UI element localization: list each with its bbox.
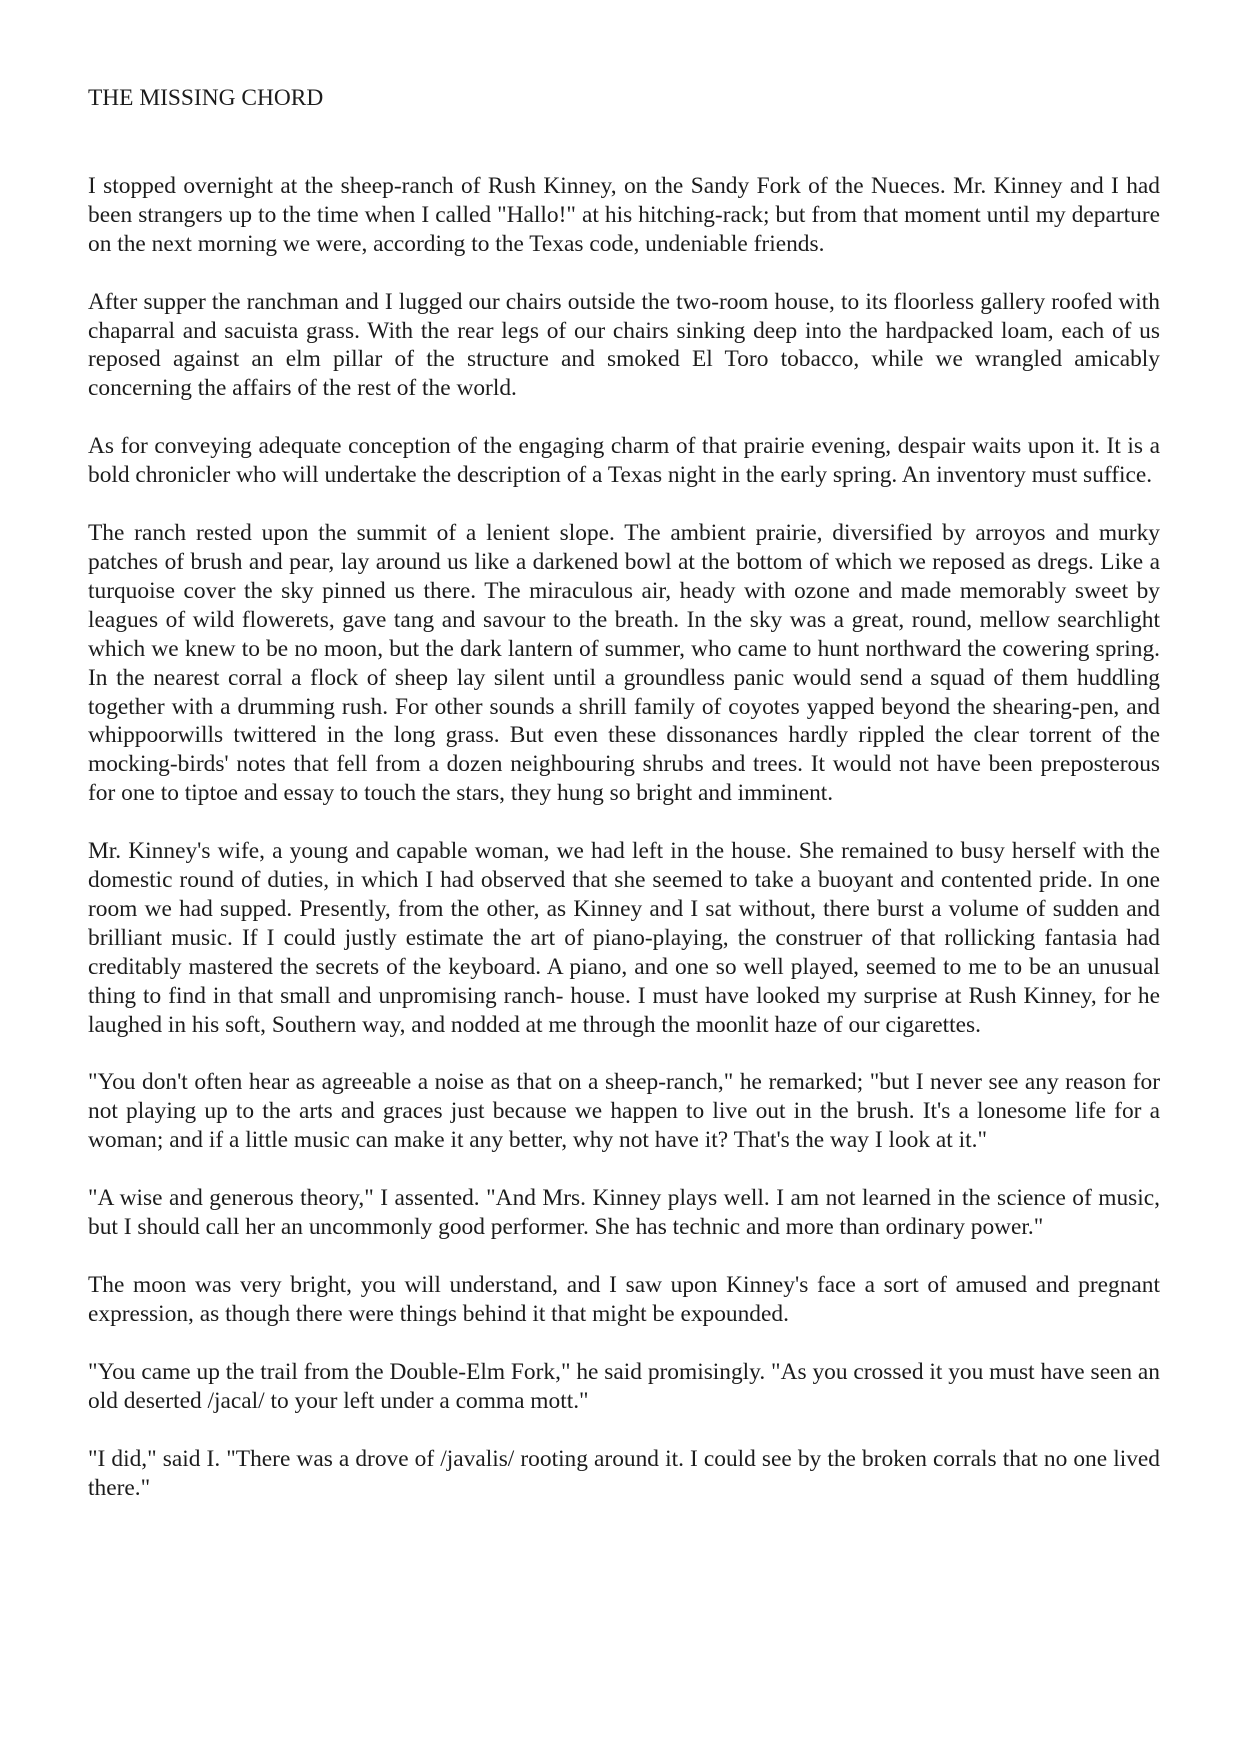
paragraph: The ranch rested upon the summit of a lenient slope. The ambient prairie, diversified by arroyos and murky patches of brush and pear, lay around us like a darkened bowl at the bottom of which we reposed as dregs. Like a turquoise cover the sky pinned us there. The miraculous air, heady with ozone and made memorably sweet by leagues of wild flowerets, gave tang and savour to the breath. In the sky was a great, round, mellow searchlight which we knew to be no moon, but the dark lantern of summer, who came to hunt northward the cowering spring. In the nearest corral a flock of sheep lay silent until a groundless panic would send a squad of them huddling together with a drumming rush. For other sounds a shrill family of coyotes yapped beyond the shearing-pen, and whippoorwills twittered in the long grass. But even these dissonances hardly rippled the clear torrent of the mocking-birds' notes that fell from a dozen neighbouring shrubs and trees. It would not have been preposterous for one to tiptoe and essay to touch the stars, they hung so bright and imminent. (88, 520, 1160, 807)
paragraph: "You don't often hear as agreeable a noise as that on a sheep-ranch," he remarked; "but I never see any reason for not playing up to the arts and graces just because we happen to live out in the brush. It's a lonesome life for a woman; and if a little music can make it any better, why not have it? That's the way I look at it." (88, 1069, 1160, 1154)
document-title: THE MISSING CHORD (88, 85, 324, 111)
paragraph: After supper the ranchman and I lugged our chairs outside the two-room house, to its floorless gallery roofed with chaparral and sacuista grass. With the rear legs of our chairs sinking deep into the hardpacked loam, each of us reposed against an elm pillar of the structure and smoked El Toro tobacco, while we wrangled amicably concerning the affairs of the rest of the world. (88, 288, 1160, 402)
paragraph: "You came up the trail from the Double-Elm Fork," he said promisingly. "As you crossed it you must have seen an old deserted /jacal/ to your left under a comma mott." (88, 1358, 1160, 1414)
paragraph: Mr. Kinney's wife, a young and capable woman, we had left in the house. She remained to busy herself with the domestic round of duties, in which I had observed that she seemed to take a buoyant and contented pride. In one room we had supped. Presently, from the other, as Kinney and I sat without, there burst a volume of sudden and brilliant music. If I could justly estimate the art of piano-playing, the construer of that rollicking fantasia had creditably mastered the secrets of the keyboard. A piano, and one so well played, seemed to me to be an unusual thing to find in that small and unpromising ranch- house. I must have looked my surprise at Rush Kinney, for he laughed in his soft, Southern way, and nodded at me through the moonlit haze of our cigarettes. (88, 838, 1160, 1038)
paragraph: The moon was very bright, you will understand, and I saw upon Kinney's face a sort of amused and pregnant expression, as though there were things behind it that might be expounded. (88, 1272, 1160, 1327)
paragraph: As for conveying adequate conception of the engaging charm of that prairie evening, despair waits upon it. It is a bold chronicler who will undertake the description of a Texas night in the early spring. An inventory must suffice. (88, 433, 1160, 489)
paragraph: "A wise and generous theory," I assented. "And Mrs. Kinney plays well. I am not learned in the science of music, but I should call her an uncommonly good performer. She has technic and more than ordinary power." (88, 1185, 1160, 1241)
paragraph: "I did," said I. "There was a drove of /javalis/ rooting around it. I could see by the broken corrals that no one lived there." (88, 1445, 1160, 1501)
document-page (88, 84, 1160, 1502)
paragraph: I stopped overnight at the sheep-ranch of Rush Kinney, on the Sandy Fork of the Nueces. Mr. Kinney and I had been strangers up to the time when I called "Hallo!" at his hitching-rack; but from that moment until my departure on the next morning we were, according to the Texas code, undeniable friends. (88, 172, 1160, 257)
